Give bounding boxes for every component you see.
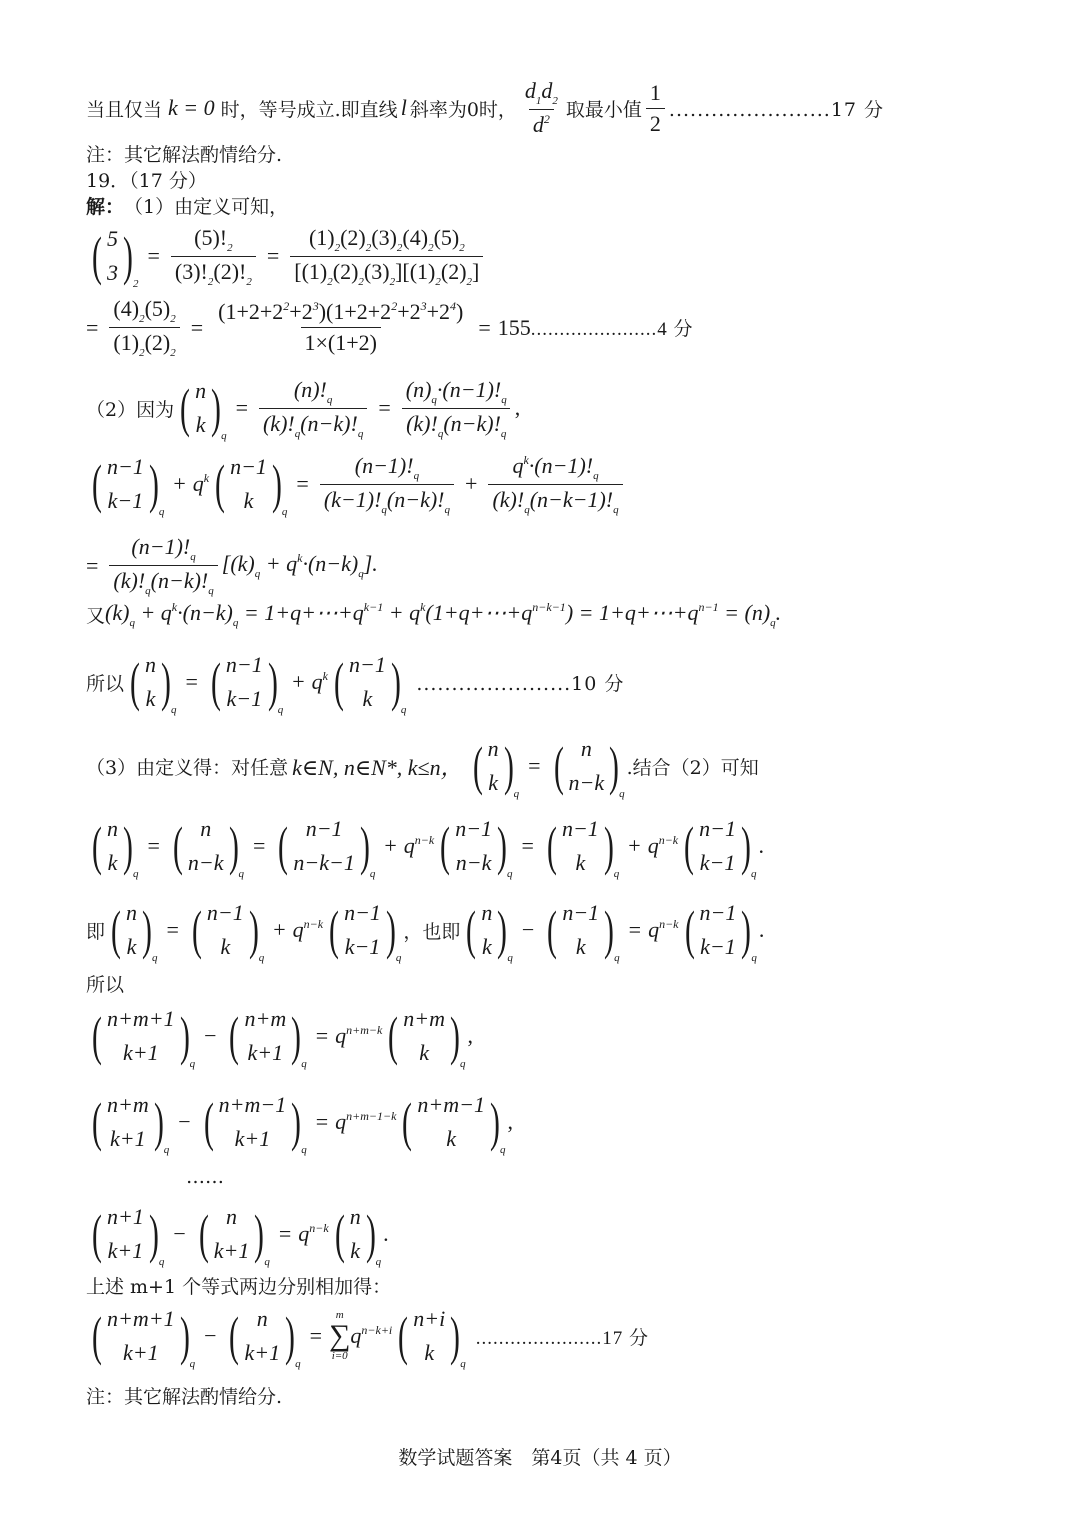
part3-final: ( n+m+1 k+1 ) q − ( n k+1 ) q = m ∑ i=0 $q^{n-k+i}$ ( n+i k ) q ......................17 分 <box>92 1306 649 1371</box>
sigma-symbol: m ∑ i=0 <box>329 1309 351 1363</box>
part3-tel-1: ( n+m+1 k+1 ) q − ( n+m k+1 ) q = $q^{n+m-k}$ ( n+m k ) q , <box>92 1006 473 1071</box>
fraction-4-5: $\frac{(4)_2(5)_2}{(1)_2(2)_2}$ <box>109 296 179 359</box>
fraction-powers: $\frac{(1+2+2^2+2^3)(1+2+2^2+2^3+2^4)}{1\times(1+2)}$ <box>218 299 464 355</box>
part2-suoyi: 所以 <box>86 672 125 695</box>
part2-eq-2: ( n−1 k−1 ) q + $q^k$ ( n−1 k ) q = $\frac{(n-1)!_q}{(k-1)!_q(n-k)!_q}$ + $\frac{q^k\cdot(n-1)!_q}{(k)!_q(n-k-1)!_q}$ <box>86 450 627 518</box>
text-slope: 斜率为0时， <box>409 98 517 121</box>
part3-suoyi: 所以 <box>86 974 125 996</box>
part1-eq-1: ( 5 3 ) 2 = $\frac{(5)!_2}{(3)!_2(2)!_2}$ = $\frac{(1)_2(2)_2(3)_2(4)_2(5)_2}{[(1)_2(2)_2(3)_2][(1)_2(2)_2]}$ <box>86 222 487 290</box>
fraction-d1d2-over-d2: $\frac{d_1d_2}{d^2}$ <box>524 78 558 137</box>
part3-intro: （3）由定义得：对任意 <box>86 756 289 779</box>
q19-number: 19．（17 分） <box>86 170 207 192</box>
part1-eq-2: = $\frac{(4)_2(5)_2}{(1)_2(2)_2}$ = $\frac{(1+2+2^2+2^3)(1+2+2^2+2^3+2^4)}{1\times(1+2)}$ = 155 ......................4 分 <box>86 296 694 359</box>
fraction-products: $\frac{(1)_2(2)_2(3)_2(4)_2(5)_2}{[(1)_2(2)_2(3)_2][(1)_2(2)_2]}$ <box>290 225 483 288</box>
part3-sum-text-line <box>86 1272 391 1299</box>
result-155: 155 <box>497 314 531 340</box>
line-conclusion <box>86 78 884 138</box>
part3-cond: k∈N, n∈N*, k≤n， <box>292 754 463 780</box>
note-first <box>86 140 282 167</box>
score-17-a: .......................17 分 <box>668 98 885 121</box>
score-10: ......................10 分 <box>416 672 625 695</box>
text-min-value: 取最小值 <box>565 98 642 121</box>
binom-n-k: ( n k ) q <box>180 378 227 443</box>
part3-eq-1: （3）由定义得：对任意 k∈N, n∈N*, k≤n， ( n k ) q = ( n n−k ) q .结合（2）可知 <box>86 736 759 801</box>
fraction-c: $\frac{(n-1)!_q}{(k)!_q(n-k)!_q}$ <box>109 534 217 597</box>
fraction-factorials: $\frac{(5)!_2}{(3)!_2(2)!_2}$ <box>171 225 256 288</box>
part3-eq-3: 即 ( n k ) q = ( n−1 k ) q + $q^{n-k}$ ( n−1 k−1 ) q ，也即 ( n k ) q − ( n−1 k ) q = $q^{n-k}$ ( n−1 k−1 ) q . <box>86 900 765 965</box>
part3-sum-text: 上述 m+1 个等式两边分别相加得： <box>86 1276 392 1298</box>
fraction-def-2: $\frac{(n)_q\cdot(n-1)!_q}{(k)!_q(n-k)!_q}$ <box>402 377 511 440</box>
part1-label: （1）由定义可知， <box>124 196 289 218</box>
page-footer: 数学试题答案 第4页（共 4 页） <box>398 1447 682 1469</box>
part2-eq-1: （2）因为 ( n k ) q = $\frac{(n)!_q}{(k)!_q(n-k)!_q}$ = $\frac{(n)_q\cdot(n-1)!_q}{(k)!_q(n-k)!_q}$ , <box>86 374 520 442</box>
score-4: ......................4 分 <box>530 319 694 340</box>
q19-heading <box>86 166 207 193</box>
part2-eq-4: 又 $(k)_q + q^k\cdot(n-k)_q$ = $1+q+\cdots+q^{k-1}$ + $q^k(1+q+\cdots+q^{n-k-1})$ = $1+q+\cdots+q^{n-1} = (n)_q$. <box>86 600 782 629</box>
fraction-def: $\frac{(n)!_q}{(k)!_q(n-k)!_q}$ <box>259 377 367 440</box>
note-second <box>86 1382 282 1409</box>
part2-intro: （2）因为 <box>86 398 175 421</box>
fraction-a: $\frac{(n-1)!_q}{(k-1)!_q(n-k)!_q}$ <box>320 453 454 516</box>
binom-n1-k1: ( n−1 k−1 ) q <box>92 454 165 519</box>
score-17-b: ......................17 分 <box>475 1327 649 1349</box>
part3-ji: 即 <box>86 920 106 943</box>
part2-you: 又 <box>86 605 106 627</box>
part3-suoyi-line <box>86 970 124 997</box>
part3-tail: .结合（2）可知 <box>626 756 759 779</box>
part3-tel-3: ( n+1 k+1 ) q − ( n k+1 ) q = $q^{n-k}$ ( n k ) q . <box>92 1204 389 1269</box>
binom-5-3: ( 5 3 ) 2 <box>92 226 139 291</box>
math-l: l <box>400 95 407 120</box>
fraction-one-half: $\frac{1}{2}$ <box>646 80 665 137</box>
jie-label: 解： <box>86 196 125 218</box>
part3-ellipsis <box>186 1166 224 1188</box>
ellipsis-text: …… <box>186 1166 224 1188</box>
part2-eq-5: 所以 ( n k ) q = ( n−1 k−1 ) q + $q^k$ ( n−1 k ) q ......................10 分 <box>86 652 625 717</box>
part3-yeji: ，也即 <box>403 920 461 943</box>
note-text: 注：其它解法酌情给分. <box>86 144 283 166</box>
text-when: 当且仅当 <box>86 98 163 121</box>
fraction-b: $\frac{q^k\cdot(n-1)!_q}{(k)!_q(n-k-1)!_q}$ <box>488 453 622 516</box>
text-equality: 时，等号成立.即直线 <box>220 98 398 121</box>
binom-n1-k: ( n−1 k ) q <box>215 454 288 519</box>
part2-eq-3: = $\frac{(n-1)!_q}{(k)!_q(n-k)!_q}$ $[(k)_q + q^k\cdot(n-k)_q]$. <box>86 534 378 597</box>
math-k-eq-0: k = 0 <box>168 95 215 120</box>
note2-text: 注：其它解法酌情给分. <box>86 1386 283 1408</box>
part3-tel-2: ( n+m k+1 ) q − ( n+m−1 k+1 ) q = $q^{n+m-1-k}$ ( n+m−1 k ) q , <box>92 1092 513 1157</box>
part3-eq-2: ( n k ) q = ( n n−k ) q = ( n−1 n−k−1 ) q + $q^{n-k}$ ( n−1 n−k ) q = ( n−1 k ) q + $q^{n-k}$ ( n−1 k−1 ) q . <box>92 816 764 881</box>
part1-heading <box>86 192 288 219</box>
